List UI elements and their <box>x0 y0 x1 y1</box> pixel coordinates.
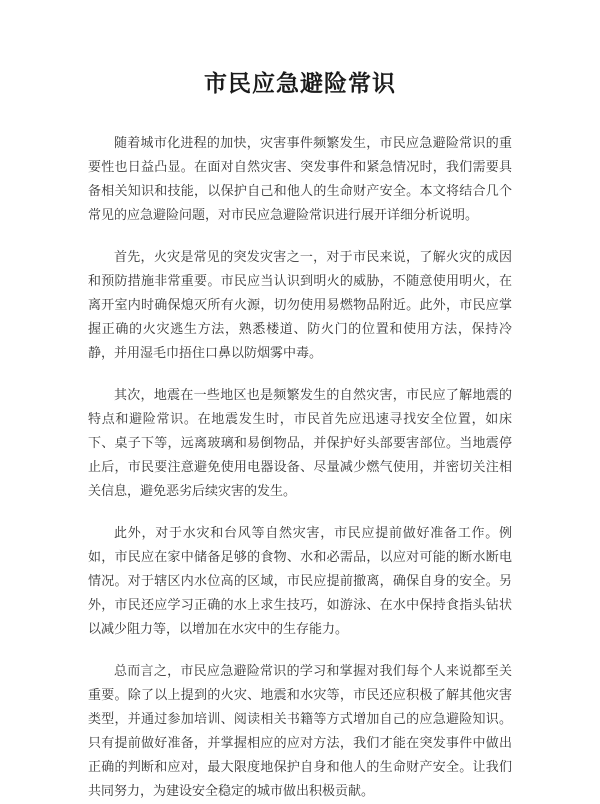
paragraph-earthquake: 其次，地震在一些地区也是频繁发生的自然灾害，市民应了解地震的特点和避险常识。在地震发生时，市民首先应迅速寻找安全位置，如床下、桌子下等，远离玻璃和易倒物品，并保护好头部要害部位。当地震停止后，市民要注意避免使用电器设备、尽量减少燃气使用，并密切关注相关信息，避免恶劣后续灾害的发生。 <box>88 388 512 499</box>
paragraph-intro: 随着城市化进程的加快，灾害事件频繁发生，市民应急避险常识的重要性也日益凸显。在面对自然灾害、突发事件和紧急情况时，我们需要具备相关知识和技能，以保护自己和他人的生命财产安全。本文将结合几个常见的应急避险问题，对市民应急避险常识进行展开详细分析说明。 <box>88 136 512 223</box>
document-title: 市民应急避险常识 <box>204 71 396 97</box>
paragraph-flood: 此外，对于水灾和台风等自然灾害，市民应提前做好准备工作。例如，市民应在家中储备足够的食物、水和必需品，以应对可能的断水断电情况。对于辖区内水位高的区域，市民应提前撤离，确保自身的安全。另外，市民还应学习正确的水上求生技巧，如游泳、在水中保持食指头钻状以减少阻力等，以增加在水灾中的生存能力。 <box>88 526 512 637</box>
paragraph-conclusion: 总而言之，市民应急避险常识的学习和掌握对我们每个人来说都至关重要。除了以上提到的火灾、地震和水灾等，市民还应积极了解其他灾害类型，并通过参加培训、阅读相关书籍等方式增加自己的应急避险知识。只有提前做好准备，并掌握相应的应对方法，我们才能在突发事件中做出正确的判断和应对，最大限度地保护自身和他人的生命财产安全。让我们共同努力，为建设安全稳定的城市做出积极贡献。 <box>88 664 512 799</box>
paragraph-fire: 首先，火灾是常见的突发灾害之一，对于市民来说，了解火灾的成因和预防措施非常重要。市民应当认识到明火的威胁，不随意使用明火，在离开室内时确保熄灭所有火源，切勿使用易燃物品附近。此外，市民应掌握正确的火灾逃生方法，熟悉楼道、防火门的位置和使用方法，保持冷静，并用湿毛巾捂住口鼻以防烟雾中毒。 <box>88 250 512 361</box>
